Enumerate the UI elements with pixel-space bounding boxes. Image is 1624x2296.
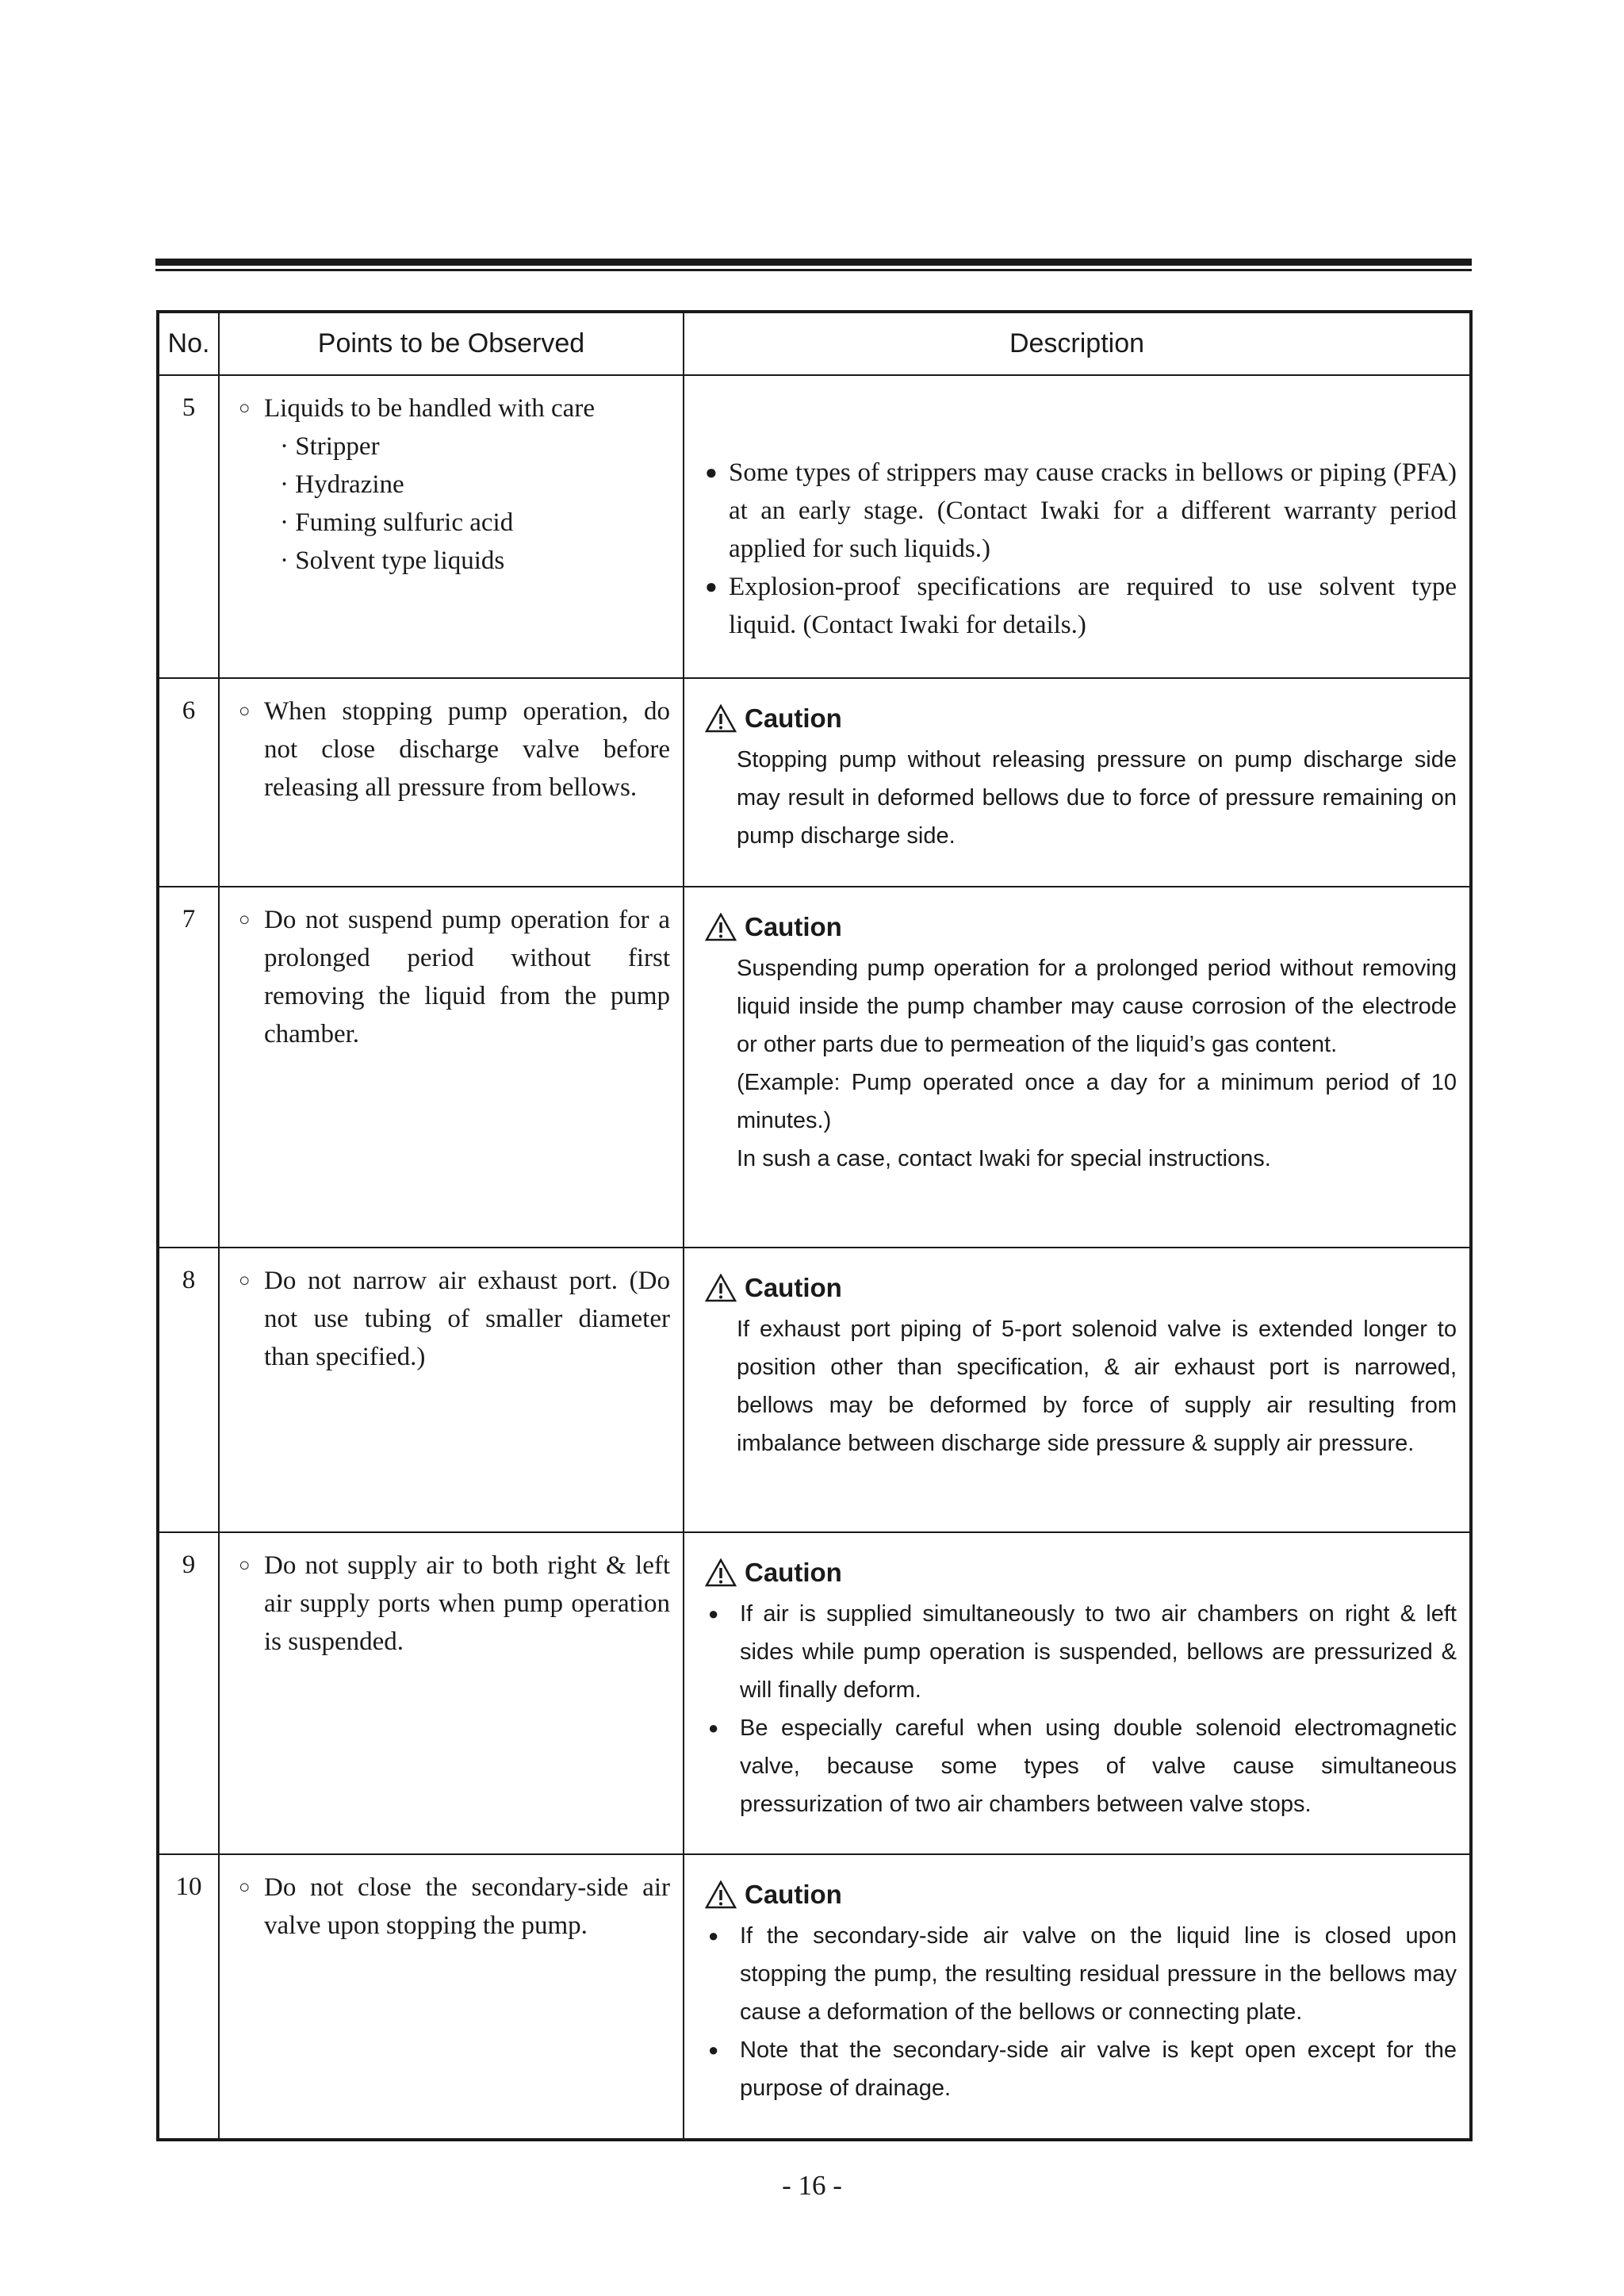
caution-heading bbox=[705, 1550, 1457, 1595]
point-text: Do not suspend pump operation for a prolonged period without first removing the liquid from the pump chamber. bbox=[264, 906, 670, 1048]
bullet-icon: ● bbox=[708, 1718, 719, 1738]
table-row bbox=[158, 678, 1471, 887]
bullet-icon: ● bbox=[708, 1604, 719, 1623]
circle-marker-icon: ○ bbox=[239, 910, 251, 930]
circle-marker-icon: ○ bbox=[239, 1555, 251, 1576]
column-header-points: Points to be Observed bbox=[219, 312, 684, 375]
caution-label: Caution bbox=[745, 1880, 842, 1909]
row-number: 8 bbox=[158, 1248, 219, 1532]
circle-marker-icon: ○ bbox=[239, 398, 251, 419]
description-bullet: Explosion-proof specifications are required to use solvent type liquid. (Contact Iwaki for details.) bbox=[729, 573, 1457, 639]
row-number: 5 bbox=[158, 375, 219, 678]
description-cell bbox=[684, 1854, 1471, 2140]
bullet-icon: ● bbox=[708, 1926, 719, 1945]
caution-bullet: Be especially careful when using double solenoid electromagnetic valve, because some types of valve cause simultaneous pressurization of two air chambers between valve stops. bbox=[740, 1715, 1457, 1817]
caution-text: Suspending pump operation for a prolonged period without removing liquid inside the pump chamber may cause corrosion of the electrode or other parts due to permeation of the liquid’s gas content. bbox=[737, 956, 1457, 1057]
table-row bbox=[158, 1532, 1471, 1854]
warning-triangle-icon bbox=[705, 1558, 737, 1587]
description-bullet: Some types of strippers may cause cracks in bellows or piping (PFA) at an early stage. (Contact Iwaki for a different warranty period applied for such liquids.) bbox=[729, 458, 1457, 563]
caution-text: Stopping pump without releasing pressure on pump discharge side may result in deformed bellows due to force of pressure remaining on pump discharge side. bbox=[737, 747, 1457, 849]
circle-marker-icon: ○ bbox=[239, 701, 251, 722]
sub-item: · Fuming sulfuric acid bbox=[280, 508, 514, 537]
point-cell bbox=[219, 678, 684, 887]
row-number: 7 bbox=[158, 887, 219, 1248]
description-cell bbox=[684, 375, 1471, 678]
caution-heading bbox=[705, 696, 1457, 741]
row-number: 9 bbox=[158, 1532, 219, 1854]
caution-label: Caution bbox=[745, 1273, 842, 1302]
table-row bbox=[158, 1854, 1471, 2140]
sub-item: · Stripper bbox=[280, 432, 380, 461]
description-cell bbox=[684, 887, 1471, 1248]
caution-bullet: Note that the secondary-side air valve is kept open except for the purpose of drainage. bbox=[740, 2037, 1457, 2101]
table-row bbox=[158, 1248, 1471, 1532]
caution-heading bbox=[705, 1872, 1457, 1917]
column-header-description: Description bbox=[684, 312, 1471, 375]
warning-triangle-icon bbox=[705, 704, 737, 733]
caution-instruction: In sush a case, contact Iwaki for special instructions. bbox=[737, 1146, 1271, 1171]
header-rule-thin bbox=[155, 269, 1472, 271]
caution-example: (Example: Pump operated once a day for a minimum period of 10 minutes.) bbox=[737, 1070, 1457, 1133]
warning-triangle-icon bbox=[705, 913, 737, 941]
point-text: Do not narrow air exhaust port. (Do not use tubing of smaller diameter than specified.) bbox=[264, 1267, 670, 1371]
point-cell bbox=[219, 1248, 684, 1532]
sub-item: · Solvent type liquids bbox=[280, 546, 505, 575]
caution-label: Caution bbox=[745, 1558, 842, 1587]
description-cell bbox=[684, 1248, 1471, 1532]
caution-heading bbox=[705, 905, 1457, 949]
column-header-no: No. bbox=[158, 312, 219, 375]
table-row bbox=[158, 375, 1471, 678]
point-cell bbox=[219, 375, 684, 678]
row-number: 10 bbox=[158, 1854, 219, 2140]
circle-marker-icon: ○ bbox=[239, 1877, 251, 1898]
table-header-row bbox=[158, 312, 1471, 375]
point-text: Do not close the secondary-side air valve upon stopping the pump. bbox=[264, 1873, 670, 1940]
caution-bullet: If the secondary-side air valve on the liquid line is closed upon stopping the pump, the resulting residual pressure in the bellows may cause a deformation of the bellows or connecting plate. bbox=[740, 1923, 1457, 2025]
caution-text: If exhaust port piping of 5-port solenoid valve is extended longer to position other than specification, & air exhaust port is narrowed, bellows may be deformed by force of supply air resulting from imbalance between discharge side pressure & supply air pressure. bbox=[737, 1317, 1457, 1456]
point-cell bbox=[219, 1854, 684, 2140]
bullet-icon: ● bbox=[705, 461, 718, 484]
point-text: Do not supply air to both right & left air supply ports when pump operation is suspended. bbox=[264, 1551, 670, 1656]
point-text: When stopping pump operation, do not close discharge valve before releasing all pressure from bellows. bbox=[264, 697, 670, 802]
warning-triangle-icon bbox=[705, 1274, 737, 1302]
page-number: - 16 - bbox=[782, 2170, 842, 2201]
point-cell bbox=[219, 1532, 684, 1854]
description-cell bbox=[684, 678, 1471, 887]
point-cell bbox=[219, 887, 684, 1248]
warning-triangle-icon bbox=[705, 1880, 737, 1909]
bullet-icon: ● bbox=[705, 575, 718, 598]
caution-bullet: If air is supplied simultaneously to two air chambers on right & left sides while pump operation is suspended, bellows are pressurized & will finally deform. bbox=[740, 1601, 1457, 1703]
bullet-icon: ● bbox=[708, 2040, 719, 2060]
table-row bbox=[158, 887, 1471, 1248]
observation-table bbox=[156, 310, 1473, 2141]
circle-marker-icon: ○ bbox=[239, 1271, 251, 1291]
row-number: 6 bbox=[158, 678, 219, 887]
sub-item: · Hydrazine bbox=[280, 470, 404, 499]
caution-heading bbox=[705, 1266, 1457, 1310]
description-cell bbox=[684, 1532, 1471, 1854]
point-text: Liquids to be handled with care bbox=[264, 394, 595, 423]
header-rule-thick bbox=[155, 259, 1472, 266]
caution-label: Caution bbox=[745, 912, 842, 941]
caution-label: Caution bbox=[745, 703, 842, 733]
